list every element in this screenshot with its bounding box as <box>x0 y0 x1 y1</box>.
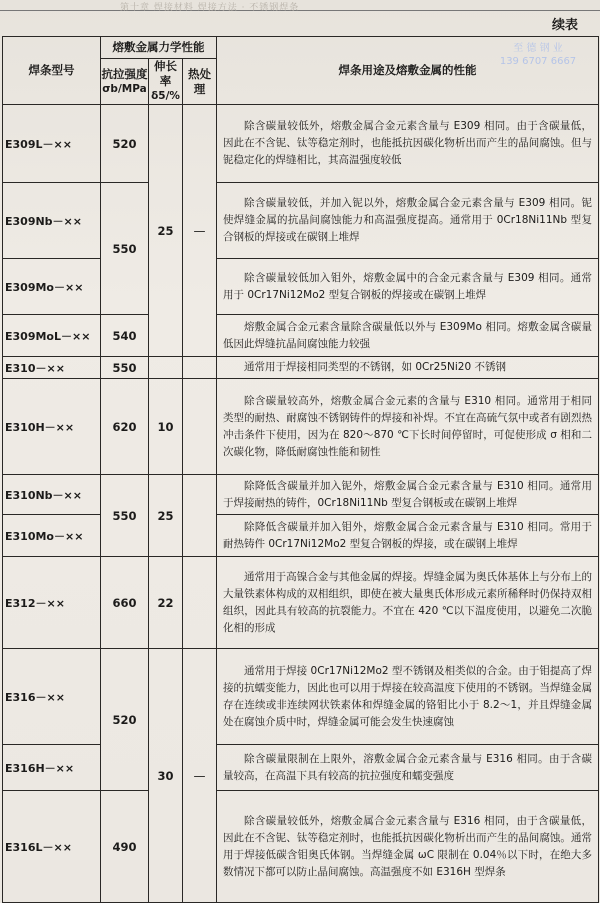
elongation-value: 22 <box>149 557 183 649</box>
tensile-value: 520 <box>101 649 149 791</box>
header-elongation-line1: 伸长率 <box>154 59 177 88</box>
row-model: E316L－×× <box>3 791 101 903</box>
row-model: E310H－×× <box>3 379 101 475</box>
header-heat-treatment: 热处理 <box>183 59 217 105</box>
row-model: E316－×× <box>3 649 101 745</box>
row-desc: 除降低含碳量并加入钼外，熔敷金属合金元素含量与 E310 相同。常用于耐热铸件 0Cr17Ni12Mo2 型复合钢板的焊接，或在碳钢上堆焊 <box>217 515 599 557</box>
heat-treatment-value: — <box>183 105 217 357</box>
tensile-value: 550 <box>101 357 149 379</box>
tensile-value: 620 <box>101 379 149 475</box>
electrode-table <box>2 36 599 903</box>
row-desc: 熔敷金属合金元素含量除含碳量低以外与 E309Mo 相同。熔敷金属含碳量低因此焊缝抗晶间腐蚀能力较强 <box>217 315 599 357</box>
continued-label: 续表 <box>551 18 578 33</box>
row-model: E309L－×× <box>3 105 101 183</box>
elongation-value: 25 <box>149 475 183 557</box>
row-model: E309Mo－×× <box>3 259 101 315</box>
row-desc: 除含碳量较低外，熔敷金属合金元素含量与 E316 相同，由于含碳量低，因此在不含铌、钛等稳定剂时，也能抵抗因碳化物析出而产生的晶间腐蚀。通常用于焊接低碳含钼奥氏体钢。当焊缝金属 ωC 限制在 0.04％以下时，在绝大多数情况下都可以防止晶间腐蚀。高温强度不如 E316H 型焊条 <box>217 791 599 903</box>
header-tensile-line2: σb/MPa <box>102 82 147 95</box>
tensile-value: 550 <box>101 475 149 557</box>
running-header: 第十章 焊接材料 焊接方法 · 不锈钢焊条 <box>120 3 300 13</box>
tensile-value: 490 <box>101 791 149 903</box>
row-desc: 除含碳量较高外，熔敷金属合金元素的含量与 E310 相同。通常用于相同类型的耐热、耐腐蚀不锈钢铸件的焊接和补焊。不宜在高硫气氛中或者有剧烈热冲击条件下使用，因为在 820～870 ℃下长时间停留时，可促使形成 σ 相和二次碳化物，降低耐腐蚀性能和韧性 <box>217 379 599 475</box>
row-desc: 除含碳量限制在上限外，溶敷金属合金元素含量与 E316 相同。由于含碳量较高，在高温下具有较高的抗拉强度和蠕变强度 <box>217 745 599 791</box>
header-tensile-line1: 抗拉强度 <box>101 66 148 81</box>
row-model: E309Nb－×× <box>3 183 101 259</box>
elongation-empty <box>149 357 183 379</box>
heat-treatment-empty <box>183 357 217 379</box>
heat-treatment-value: — <box>183 649 217 903</box>
elongation-value: 10 <box>149 379 183 475</box>
row-model: E310Nb－×× <box>3 475 101 515</box>
row-desc: 通常用于高镍合金与其他金属的焊接。焊缝金属为奥氏体基体上与分布上的大量铁素体构成的双相组织，即使在被大量奥氏体形成元素所稀释时仍保持双相组织，因此具有较高的抗裂能力。不宜在 420 ℃以下温度使用，以避免二次脆化相的形成 <box>217 557 599 649</box>
header-desc: 焊条用途及熔敷金属的性能 <box>217 37 599 105</box>
header-elongation-line2: δ5/% <box>151 90 180 102</box>
tensile-value: 550 <box>101 183 149 315</box>
row-model: E309MoL－×× <box>3 315 101 357</box>
row-desc: 除含碳量较低，并加入铌以外，熔敷金属合金元素含量与 E309 相同。铌使焊缝金属的抗晶间腐蚀能力和高温强度提高。通常用于 0Cr18Ni11Nb 型复合钢板的焊接或在碳钢上堆焊 <box>217 183 599 259</box>
heat-treatment-empty <box>183 379 217 475</box>
row-desc: 除降低含碳量并加入铌外，熔敷金属合金元素含量与 E310 相同。通常用于焊接耐热的铸件，0Cr18Ni11Nb 型复合钢板或在碳钢上堆焊 <box>217 475 599 515</box>
tensile-value: 540 <box>101 315 149 357</box>
row-desc: 通常用于焊接相同类型的不锈钢，如 0Cr25Ni20 不锈钢 <box>217 357 599 379</box>
row-model: E316H－×× <box>3 745 101 791</box>
row-desc: 除含碳量较低外，熔敷金属合金元素含量与 E309 相同。由于含碳量低，因此在不含铌、钛等稳定剂时，也能抵抗因碳化物析出而产生的晶间腐蚀。但与铌稳定化的焊缝相比，其高温强度较低 <box>217 105 599 183</box>
tensile-value: 660 <box>101 557 149 649</box>
watermark-line-2: 139 6707 6667 <box>499 56 577 67</box>
header-tensile <box>101 59 149 105</box>
row-model: E310－×× <box>3 357 101 379</box>
row-model: E312－×× <box>3 557 101 649</box>
elongation-value: 25 <box>149 105 183 357</box>
row-desc: 除含碳量较低加入钼外，熔敷金属中的合金元素含量与 E309 相同。通常用于 0Cr17Ni12Mo2 型复合钢板的焊接或在碳钢上堆焊 <box>217 259 599 315</box>
heat-treatment-empty <box>183 557 217 649</box>
row-model: E310Mo－×× <box>3 515 101 557</box>
heat-treatment-empty <box>183 475 217 557</box>
row-desc: 通常用于焊接 0Cr17Ni12Mo2 型不锈钢及相类似的合金。由于钼提高了焊接的抗蠕变能力，因此也可以用于焊接在较高温度下使用的不锈钢。当焊缝金属存在连续或非连续网状铁素体和焊缝金属的铬钼比小于 8.2～1，并且焊缝金属处在腐蚀介质中时，焊缝金属可能会发生快速腐蚀 <box>217 649 599 745</box>
tensile-value: 520 <box>101 105 149 183</box>
watermark-line-1: 至 德 钢 业 <box>513 43 563 54</box>
header-model: 焊条型号 <box>3 37 101 105</box>
elongation-value: 30 <box>149 649 183 903</box>
header-mech-group: 熔敷金属力学性能 <box>101 37 217 59</box>
header-elongation <box>149 59 183 105</box>
top-rule <box>0 10 600 11</box>
